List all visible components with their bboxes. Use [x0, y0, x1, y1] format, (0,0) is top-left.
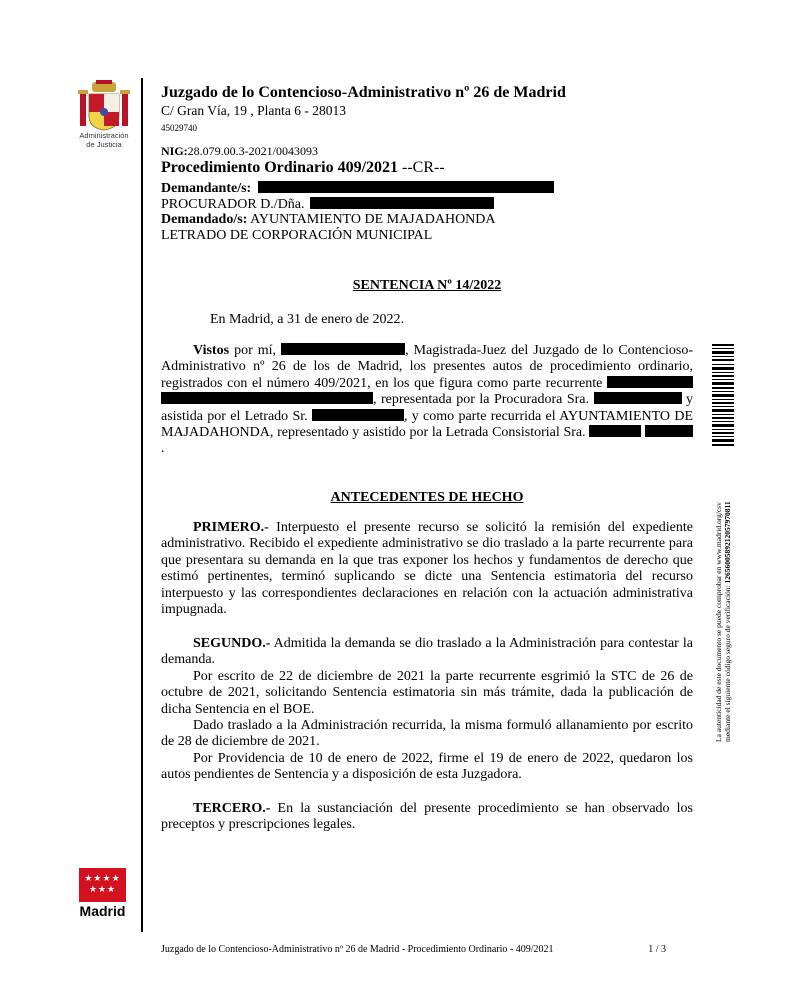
tercero-paragraph: TERCERO.- En la sustanciación del presente procedimiento se han observado los preceptos y prescripciones legales. — [161, 801, 693, 833]
redaction-bar — [607, 376, 693, 388]
procurador-line: PROCURADOR D./Dña. — [161, 196, 494, 213]
redaction-bar — [645, 425, 693, 437]
demandado-line: Demandado/s: AYUNTAMIENTO DE MAJADAHONDA — [161, 212, 496, 227]
redaction-bar — [258, 181, 554, 193]
primero-paragraph: PRIMERO.- Interpuesto el presente recurso se solicitó la remisión del expediente administrativo. Recibido el expediente administrativo se dio traslado a la parte recurrente para que presentara su demanda en la que tras exponer los hechos y fundamentos de derecho que estimó pertinentes, terminó suplicando se dicte una Sentencia estimatoria del recurso interpuesto y las correspondientes declaraciones en relación con la actuación administrativa impugnada. — [161, 520, 693, 618]
court-code: 45029740 — [161, 123, 197, 133]
court-address: C/ Gran Vía, 19 , Planta 6 - 28013 — [161, 103, 346, 118]
nig-line: NIG:28.079.00.3-2021/0043093 — [161, 144, 319, 158]
redaction-bar — [594, 392, 682, 404]
antecedentes-title: ANTECEDENTES DE HECHO — [330, 490, 524, 505]
redaction-bar — [310, 197, 494, 209]
redaction-bar — [281, 343, 405, 355]
verification-code: 1265600589212057970811 — [723, 501, 732, 584]
redaction-bar — [161, 392, 373, 404]
verification-note: La autenticidad de este documento se puede comprobar en www.madrid.org/csv mediante el siguiente código seguro de verificación: 1265600589212057970811 — [714, 501, 732, 742]
segundo-paragraph: SEGUNDO.- Admitida la demanda se dio traslado a la Administración para contestar la demanda. Por escrito de 22 de diciembre de 2021 la parte recurrente esgrimió la STC de 26 de octubre de 2021, solicitando Sentencia estimatoria sin más trámite, dada la publicación de dicha Sentencia en el BOE. Dado traslado a la Administración recurrida, la misma formuló allanamiento por escrito de 28 de diciembre de 2021. Por Providencia de 10 de enero de 2022, firme el 19 de enero de 2022, quedaron los autos pendientes de Sentencia y a disposición de esta Juzgadora. — [161, 636, 693, 783]
letrado-line: LETRADO DE CORPORACIÓN MUNICIPAL — [161, 228, 433, 243]
redaction-bar — [312, 409, 404, 421]
footer-text: Juzgado de lo Contencioso-Administrativo nº 26 de Madrid - Procedimiento Ordinario - 409/2021 — [161, 944, 554, 955]
justicia-caption: Administración de Justicia — [79, 131, 129, 149]
sentencia-title: SENTENCIA Nº 14/2022 — [352, 278, 502, 293]
madrid-caption: Madrid — [79, 903, 126, 919]
place-date: En Madrid, a 31 de enero de 2022. — [210, 312, 404, 327]
page-number: 1 / 3 — [648, 944, 666, 955]
margin-rule — [141, 78, 143, 932]
court-title: Juzgado de lo Contencioso-Administrativo nº 26 de Madrid — [161, 84, 566, 101]
barcode-icon — [712, 344, 734, 448]
vistos-paragraph: Vistos por mí, , Magistrada-Juez del Juzgado de lo Contencioso-Administrativo nº 26 de los de Madrid, los presentes autos de procedimiento ordinario, registrados con el número 409/2021, en los que figura como parte recurrente , representada por la Procuradora Sra. y asistida por el Letrado Sr. , y como parte recurrida el AYUNTAMIENTO DE MAJADAHONDA, representado y asistido por la Letrada Consistorial Sra. . — [161, 343, 694, 457]
redaction-bar — [589, 425, 641, 437]
demandante-line: Demandante/s: — [161, 180, 554, 197]
procedure-line: Procedimiento Ordinario 409/2021 --CR-- — [161, 159, 445, 176]
page-footer — [161, 944, 666, 955]
madrid-flag-icon: ★★★★ ★★★ — [79, 868, 126, 902]
